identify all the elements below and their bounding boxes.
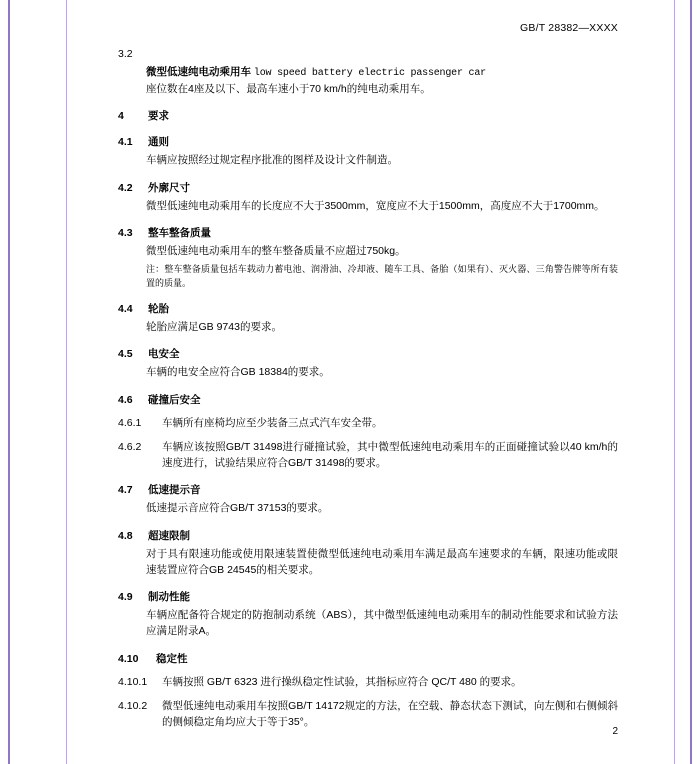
clause-4-7-body: 低速提示音应符合GB/T 37153的要求。	[146, 502, 329, 515]
clause-4-10-1	[118, 674, 618, 690]
clause-4-7-heading	[118, 482, 618, 497]
right-outer-rule	[690, 0, 692, 764]
clause-3-2-definition: 座位数在4座及以下、最高车速小于70 km/h的纯电动乘用车。	[146, 83, 431, 95]
clause-4-9-body: 车辆应配备符合规定的防抱制动系统（ABS），其中微型低速纯电动乘用车的制动性能要求和试验方法应满足附录A。	[146, 609, 618, 638]
clause-4-8-title: 超速限制	[148, 529, 190, 542]
clause-4-4-title: 轮胎	[148, 303, 169, 316]
clause-4-5-title: 电安全	[148, 348, 180, 361]
clause-3-2-term	[146, 64, 618, 79]
clause-4-4-heading	[118, 301, 618, 316]
clause-4-10-heading	[118, 651, 618, 666]
clause-4-5-number: 4.5	[118, 348, 133, 361]
clause-4-2-heading	[118, 180, 618, 195]
clause-4-6-1-text: 车辆所有座椅均应至少装备三点式汽车安全带。	[162, 416, 383, 429]
term-chinese: 微型低速纯电动乘用车	[146, 66, 251, 78]
clause-4-6-2-number: 4.6.2	[118, 440, 142, 453]
clause-4-10-number: 4.10	[118, 652, 139, 665]
clause-4-8-heading	[118, 528, 618, 543]
clause-4-6-1	[118, 415, 618, 431]
clause-4-7-title: 低速提示音	[148, 484, 201, 497]
clause-4-5-heading	[118, 346, 618, 361]
clause-4-2-body: 微型低速纯电动乘用车的长度应不大于3500mm，宽度应不大于1500mm，高度应不大于1700mm。	[146, 199, 605, 212]
clause-4-8-body: 对于具有限速功能或使用限速装置使微型低速纯电动乘用车满足最高车速要求的车辆，限速功能或限速装置应符合GB 24545的相关要求。	[146, 547, 618, 576]
clause-4-6-heading	[118, 392, 618, 407]
clause-4-2-title: 外廓尺寸	[148, 181, 190, 194]
clause-4-2-number: 4.2	[118, 181, 133, 194]
clause-4-10-2-number: 4.10.2	[118, 699, 148, 712]
clause-4-7-number: 4.7	[118, 484, 133, 497]
clause-4-title: 要求	[148, 110, 169, 123]
page-number: 2	[612, 726, 618, 737]
clause-4-3-heading	[118, 225, 618, 240]
clause-4-1-body: 车辆应按照经过规定程序批准的图样及设计文件制造。	[146, 154, 398, 167]
standard-header: GB/T 28382—XXXX	[520, 22, 618, 34]
clause-4-4-number: 4.4	[118, 303, 133, 316]
clause-4-1-title: 通则	[148, 136, 169, 149]
clause-4-3-note: 注：整车整备质量包括车载动力蓄电池、润滑油、冷却液、随车工具、备胎（如果有）、灭火器、三角警告牌等所有装置的质量。	[146, 264, 618, 288]
clause-4-6-number: 4.6	[118, 393, 133, 406]
clause-4-4-body: 轮胎应满足GB 9743的要求。	[146, 321, 282, 334]
clause-4-heading	[118, 108, 618, 123]
clause-4-8-number: 4.8	[118, 529, 133, 542]
clause-4-3-title: 整车整备质量	[148, 226, 211, 239]
clause-4-3-number: 4.3	[118, 226, 133, 239]
right-inner-rule	[674, 0, 675, 764]
clause-4-10-1-text: 车辆按照 GB/T 6323 进行操纵稳定性试验，其指标应符合 QC/T 480 的要求。	[162, 675, 522, 688]
clause-4-10-title: 稳定性	[156, 652, 188, 665]
clause-4-1-number: 4.1	[118, 136, 133, 149]
clause-4-6-1-number: 4.6.1	[118, 416, 142, 429]
clause-3-2-number: 3.2	[118, 48, 133, 60]
term-english: low speed battery electric passenger car	[253, 68, 486, 79]
clause-4-10-2-text: 微型低速纯电动乘用车按照GB/T 14172规定的方法，在空载、静态状态下测试，向左侧和右侧倾斜的侧倾稳定角均应大于等于35°。	[162, 699, 618, 729]
left-outer-rule	[8, 0, 10, 764]
clause-4-number: 4	[118, 110, 124, 123]
clause-4-6-2	[118, 439, 618, 472]
clause-4-10-1-number: 4.10.1	[118, 675, 148, 688]
clause-4-3-body: 微型低速纯电动乘用车的整车整备质量不应超过750kg。	[146, 244, 406, 257]
clause-4-6-title: 碰撞后安全	[148, 393, 201, 406]
clause-4-6-2-text: 车辆应该按照GB/T 31498进行碰撞试验，其中微型低速纯电动乘用车的正面碰撞试验以40 km/h的速度进行，试验结果应符合GB/T 31498的要求。	[162, 440, 618, 470]
clause-4-1-heading	[118, 134, 618, 149]
clause-4-9-number: 4.9	[118, 591, 133, 604]
page-content	[118, 22, 618, 731]
clause-4-9-heading	[118, 589, 618, 604]
clause-4-5-body: 车辆的电安全应符合GB 18384的要求。	[146, 366, 330, 379]
clause-4-9-title: 制动性能	[148, 591, 190, 604]
left-inner-rule	[66, 0, 67, 764]
clause-3-2	[118, 48, 618, 97]
